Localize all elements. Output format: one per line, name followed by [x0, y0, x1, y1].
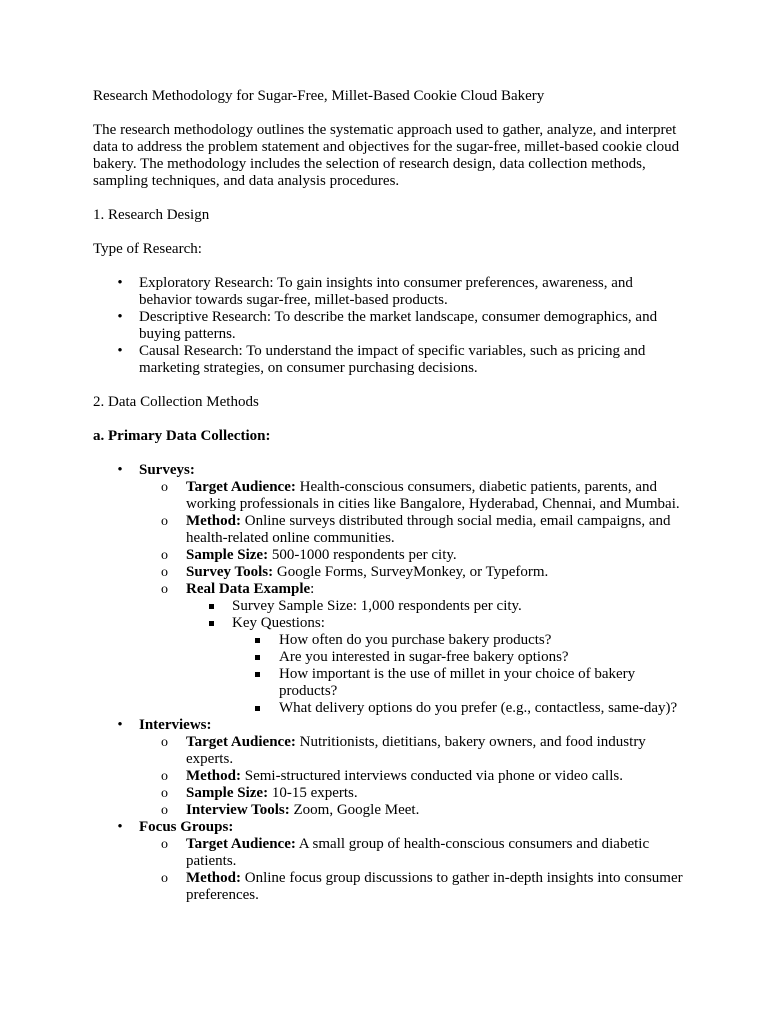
circle-marker: o: [161, 786, 168, 801]
list-item: Are you interested in sugar-free bakery options?: [232, 649, 683, 666]
circle-marker: o: [161, 803, 168, 818]
list-item: • Exploratory Research: To gain insights into consumer preferences, awareness, and behavior towards sugar-free, millet-based products.: [93, 275, 683, 309]
surveys-details-list: [139, 479, 683, 717]
square-bullet-icon: [209, 604, 214, 609]
list-item: o Target Audience: Nutritionists, dietitians, bakery owners, and food industry experts.: [161, 734, 646, 767]
list-item: o Method: Online focus group discussions to gather in-depth insights into consumer preferences.: [161, 870, 683, 903]
list-item: Key Questions: How often do you purchase bakery products? Are you interested in sugar-free bakery options? How important is the use of millet in your choice of bakery products? What delivery options do you prefer (e.g., contactless, same-day)?: [186, 615, 683, 717]
interviews-details-list: [139, 734, 683, 819]
section-heading-research-design: 1. Research Design: [93, 207, 210, 223]
document-title: Research Methodology for Sugar-Free, Millet-Based Cookie Cloud Bakery: [93, 88, 545, 104]
list-item: How important is the use of millet in your choice of bakery products?: [232, 666, 683, 700]
list-item: o Method: Semi-structured interviews conducted via phone or video calls.: [161, 768, 623, 784]
bullet-marker: •: [117, 819, 123, 835]
square-bullet-icon: [209, 621, 214, 626]
square-bullet-icon: [255, 706, 260, 711]
section-heading-data-collection: 2. Data Collection Methods: [93, 394, 259, 410]
list-item: • Causal Research: To understand the impact of specific variables, such as pricing and marketing strategies, on consumer purchasing decisions.: [93, 343, 683, 377]
bullet-marker: •: [117, 309, 123, 325]
list-item: o Real Data Example: Survey Sample Size: 1,000 respondents per city. Key Questions: How often do you purchase bakery products? Are you interested in sugar-free bakery options? How important is the use of millet in your choice of bakery products? What delivery options do you prefer (e.g., contactless, same-day)?: [139, 581, 683, 717]
circle-marker: o: [161, 480, 168, 495]
circle-marker: o: [161, 548, 168, 563]
circle-marker: o: [161, 769, 168, 784]
list-item: o Target Audience: A small group of health-conscious consumers and diabetic patients.: [161, 836, 650, 869]
list-item-interviews: • Interviews: o Target Audience: Nutritionists, dietitians, bakery owners, and food industry experts. o Method: Semi-structured interviews conducted via phone or video calls. o Sample Size: 10-15 experts. o Interview Tools: Zoom, Google Meet.: [93, 717, 683, 819]
square-bullet-icon: [255, 672, 260, 677]
list-item-focus-groups: • Focus Groups: o Target Audience: A small group of health-conscious consumers and diabetic patients. o Method: Online focus group discussions to gather in-depth insights into consumer preferences.: [93, 819, 683, 904]
research-types-list: [93, 275, 683, 377]
list-item: • Descriptive Research: To describe the market landscape, consumer demographics, and buying patterns.: [93, 309, 683, 343]
list-item: How often do you purchase bakery products?: [232, 632, 683, 649]
primary-methods-list: [93, 462, 683, 904]
list-item: What delivery options do you prefer (e.g., contactless, same-day)?: [232, 700, 683, 717]
intro-paragraph: The research methodology outlines the systematic approach used to gather, analyze, and interpret data to address the problem statement and objectives for the sugar-free, millet-based cookie cloud bakery. The methodology includes the selection of research design, data collection methods, sampling techniques, and data analysis procedures.: [93, 122, 680, 189]
type-of-research-label: Type of Research:: [93, 241, 202, 257]
focus-groups-details-list: [139, 836, 683, 904]
circle-marker: o: [161, 735, 168, 750]
bullet-marker: •: [117, 343, 123, 359]
list-item: o Target Audience: Health-conscious consumers, diabetic patients, parents, and working professionals in cities like Bangalore, Hyderabad, Chennai, and Mumbai.: [161, 479, 680, 512]
key-questions-list: [232, 632, 683, 717]
bullet-marker: •: [117, 717, 123, 733]
circle-marker: o: [161, 871, 168, 886]
square-bullet-icon: [255, 655, 260, 660]
bullet-marker: •: [117, 462, 123, 478]
real-data-example-list: [186, 598, 683, 717]
list-item: o Sample Size: 500-1000 respondents per city.: [161, 547, 457, 563]
list-item: o Sample Size: 10-15 experts.: [161, 785, 358, 801]
circle-marker: o: [161, 582, 168, 597]
list-item: o Interview Tools: Zoom, Google Meet.: [161, 802, 420, 818]
primary-data-heading: a. Primary Data Collection:: [93, 428, 271, 444]
circle-marker: o: [161, 837, 168, 852]
document-body: [93, 88, 683, 904]
bullet-marker: •: [117, 275, 123, 291]
list-item: o Method: Online surveys distributed through social media, email campaigns, and health-related online communities.: [161, 513, 671, 546]
circle-marker: o: [161, 565, 168, 580]
circle-marker: o: [161, 514, 168, 529]
list-item: Survey Sample Size: 1,000 respondents per city.: [186, 598, 683, 615]
list-item-surveys: • Surveys: o Target Audience: Health-conscious consumers, diabetic patients, parents, and working professionals in cities like Bangalore, Hyderabad, Chennai, and Mumbai. o Method: Online surveys distributed through social media, email campaigns, and health-related online communities. o Sample Size: 500-1000 respondents per city. o Survey Tools: Google Forms, SurveyMonkey, or Typeform. o Real Data Example: Survey Sample Size: 1,000 respondents per city. Key Questions: How often do you purchase bakery products? Are you interested in sugar-free bakery options? How important is the use of millet in your choice of bakery products? What delivery options do you prefer (e.g., contactless, same-day)?: [93, 462, 683, 717]
square-bullet-icon: [255, 638, 260, 643]
list-item: o Survey Tools: Google Forms, SurveyMonkey, or Typeform.: [161, 564, 549, 580]
